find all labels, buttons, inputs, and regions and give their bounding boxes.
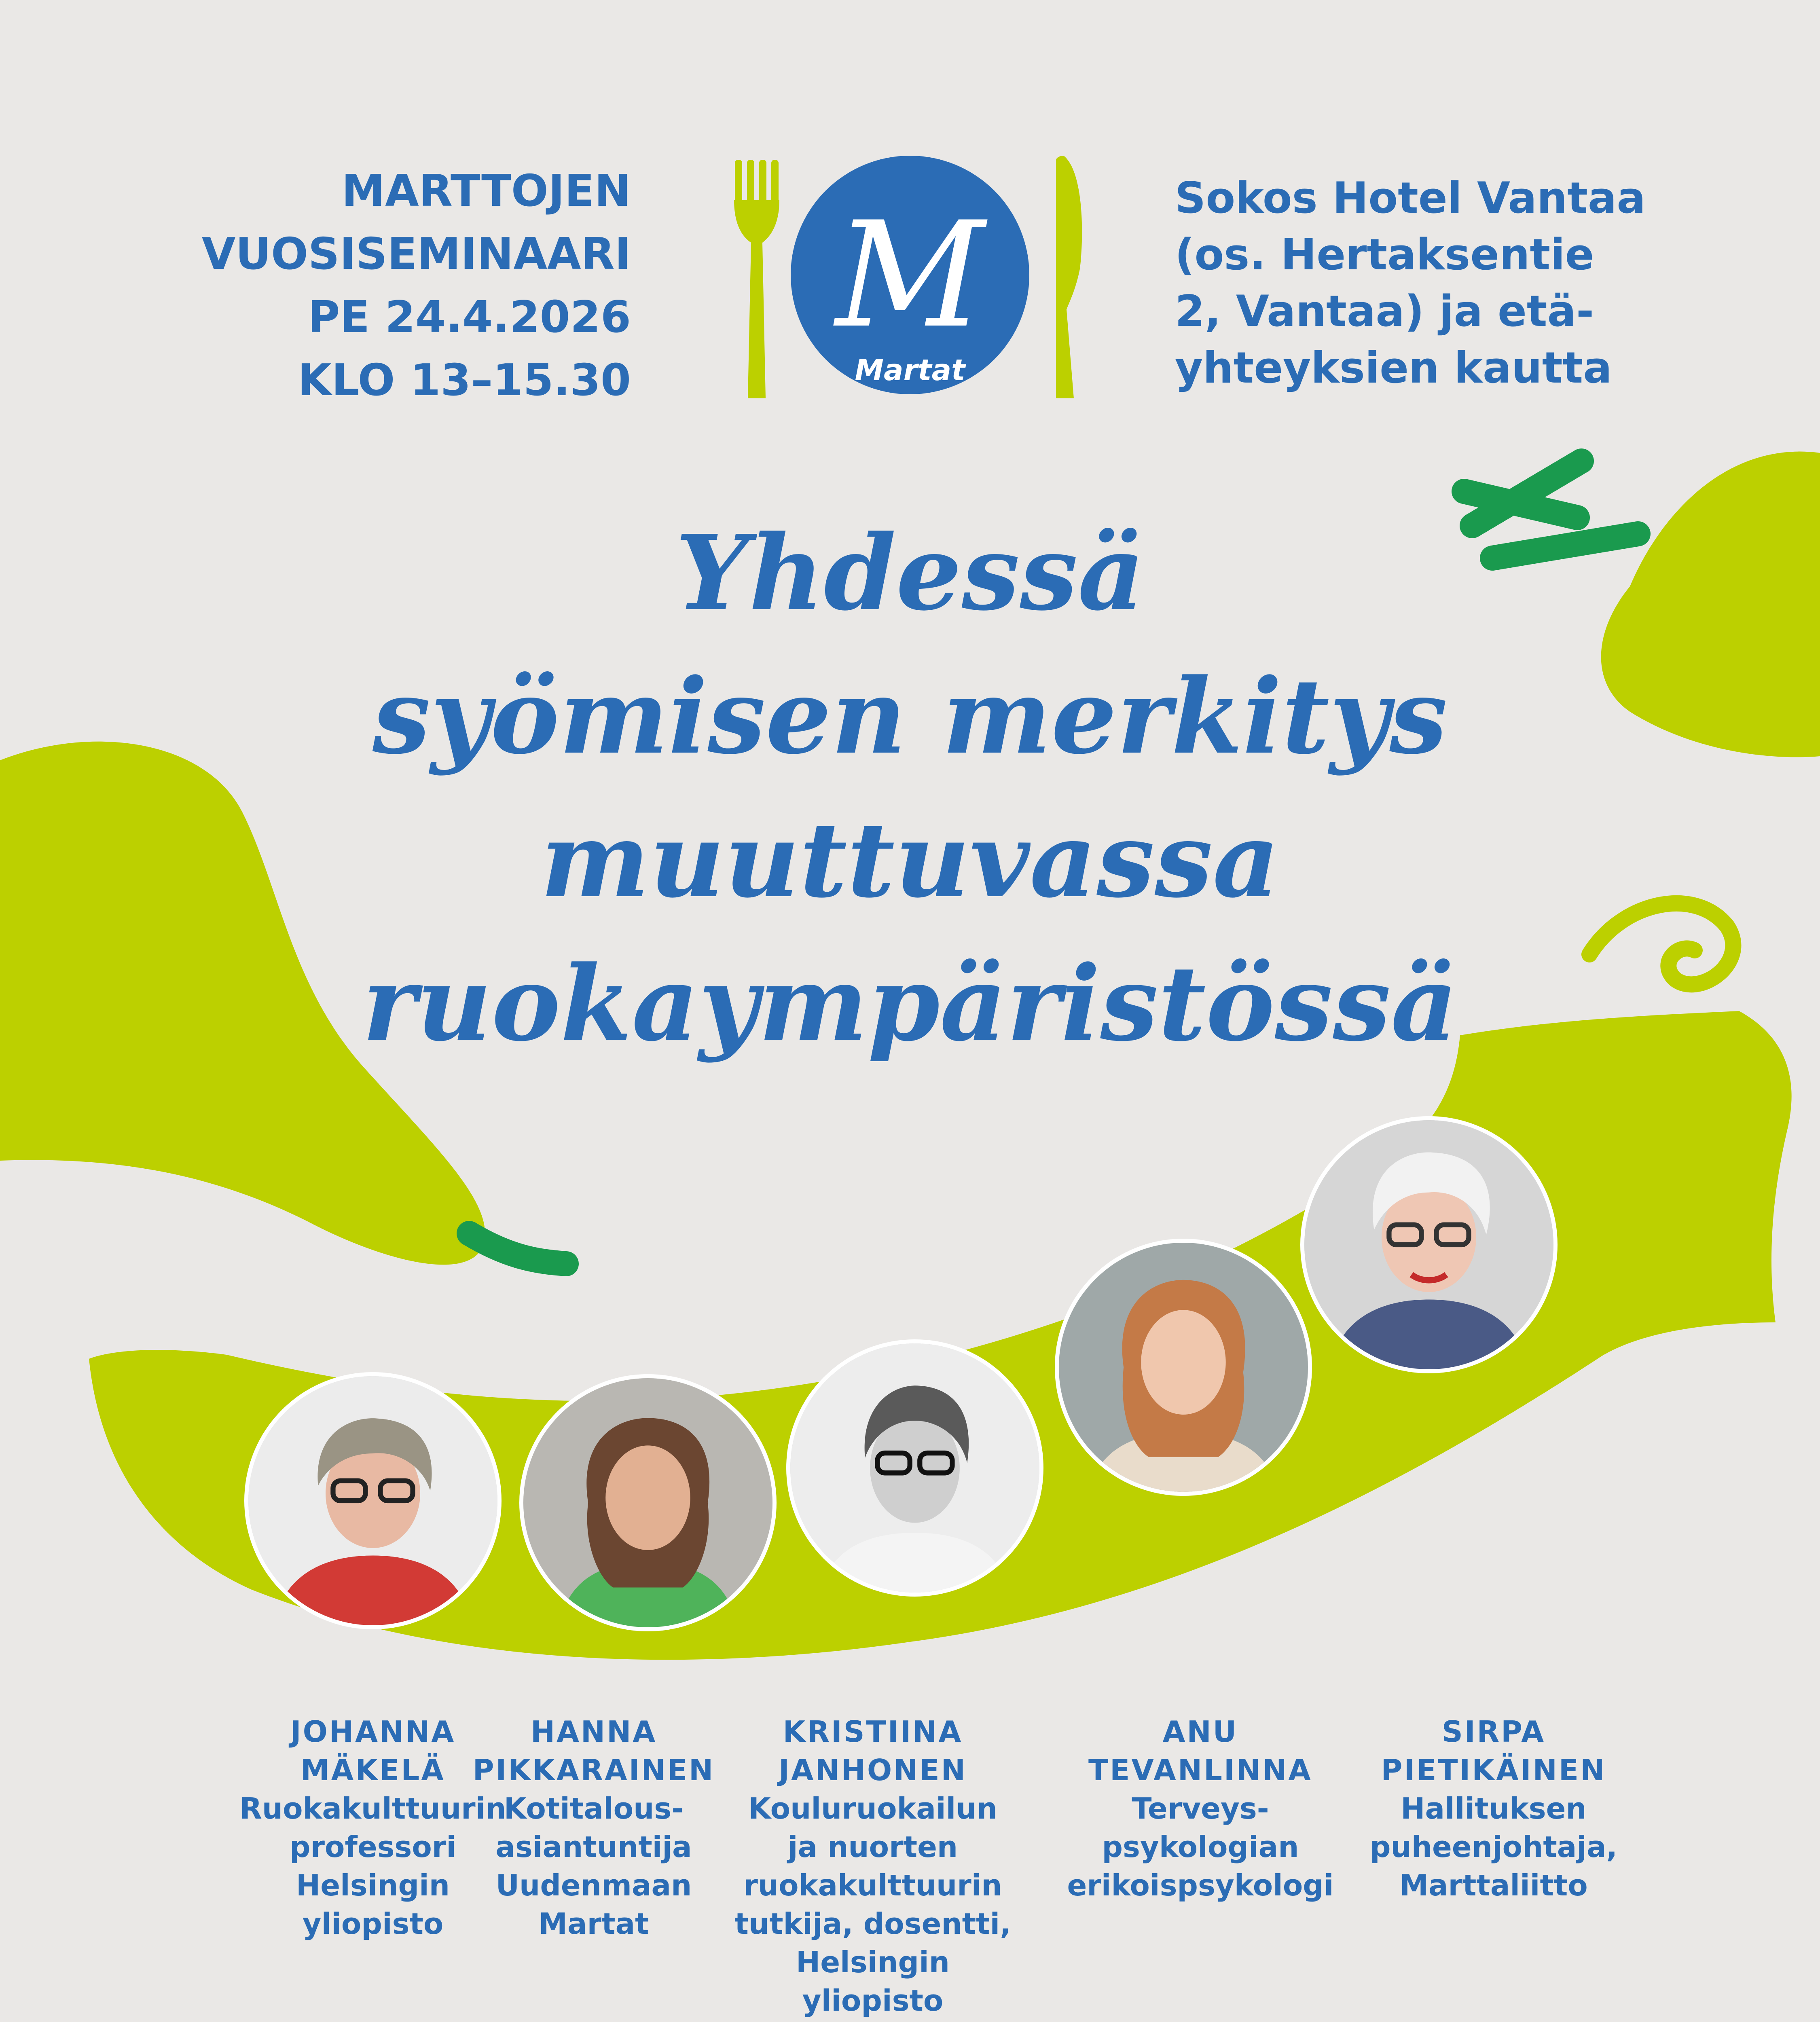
speaker-title-line: yliopisto — [302, 1907, 444, 1941]
headline-line4: ruokaympäristössä — [362, 943, 1458, 1064]
speaker-last-name: PIETIKÄINEN — [1381, 1753, 1606, 1787]
event-info — [146, 160, 631, 412]
speaker-title-line: Terveys- — [1132, 1791, 1269, 1825]
speaker-title-line: Hallituksen — [1401, 1791, 1587, 1825]
event-time: KLO 13–15.30 — [298, 355, 631, 406]
speaker-title-line: Helsingin — [296, 1868, 450, 1902]
speaker-title-line: Ruokakulttuurin — [239, 1791, 506, 1825]
speaker-kristiina — [731, 1713, 1014, 2020]
speaker-last-name: MÄKELÄ — [301, 1753, 445, 1787]
speaker-title-line: Uudenmaan — [495, 1868, 692, 1902]
speaker-title-line: ruokakulttuurin — [743, 1868, 1002, 1902]
event-date: PE 24.4.2026 — [308, 292, 631, 343]
speaker-title-line: Helsingin — [796, 1945, 950, 1979]
event-name-line1: MARTTOJEN — [341, 166, 631, 216]
event-location — [1175, 170, 1741, 396]
location-line3: 2, Vantaa) ja etä- — [1175, 286, 1594, 336]
speaker-photo-hanna — [519, 1374, 777, 1631]
speaker-last-name: PIKKARAINEN — [472, 1753, 715, 1787]
speaker-title-line: professori — [289, 1830, 457, 1864]
speaker-photo-anu — [1055, 1239, 1312, 1496]
speaker-title-line: erikoispsykologi — [1067, 1868, 1334, 1902]
speaker-title-line: asiantuntija — [495, 1830, 692, 1864]
martat-logo — [718, 156, 1102, 402]
headline-line3: muuttuvassa — [540, 800, 1280, 921]
logo-monogram: M — [835, 190, 985, 360]
location-line4: yhteyksien kautta — [1175, 343, 1612, 393]
speaker-first-name: JOHANNA — [290, 1715, 456, 1749]
headline — [101, 501, 1719, 1076]
speaker-hanna — [452, 1713, 735, 1943]
speaker-last-name: JANHONEN — [779, 1753, 967, 1787]
speaker-first-name: HANNA — [530, 1715, 657, 1749]
location-line1: Sokos Hotel Vantaa — [1175, 173, 1646, 223]
speaker-photo-johanna — [244, 1372, 502, 1629]
speaker-title-line: ja nuorten — [787, 1830, 958, 1864]
speaker-title-line: tutkija, dosentti, — [734, 1907, 1011, 1941]
fork-icon — [734, 160, 779, 398]
speaker-sirpa — [1352, 1713, 1635, 1905]
headline-line2: syömisen merkitys — [372, 656, 1448, 777]
speaker-title-line: Martat — [538, 1907, 649, 1941]
speaker-last-name: TEVANLINNA — [1088, 1753, 1313, 1787]
speaker-anu — [1059, 1713, 1342, 1905]
location-line2: (os. Hertaksentie — [1175, 230, 1594, 279]
speaker-title-line: Kotitalous- — [504, 1791, 684, 1825]
speaker-title-line: puheenjohtaja, — [1370, 1830, 1617, 1864]
speaker-first-name: KRISTIINA — [783, 1715, 963, 1749]
logo-text: Martat — [855, 353, 965, 387]
speaker-first-name: ANU — [1162, 1715, 1238, 1749]
speaker-title-line: Marttaliitto — [1399, 1868, 1588, 1902]
speaker-title-line: Kouluruokailun — [748, 1791, 997, 1825]
speaker-title-line: psykologian — [1102, 1830, 1299, 1864]
knife-icon — [1056, 156, 1082, 398]
speaker-title-line: yliopisto — [802, 1984, 944, 2018]
speaker-first-name: SIRPA — [1442, 1715, 1545, 1749]
speaker-photo-sirpa — [1300, 1116, 1558, 1373]
speaker-photo-kristiina — [786, 1339, 1043, 1597]
headline-line1: Yhdessä — [675, 513, 1145, 634]
event-name-line2: VUOSISEMINAARI — [201, 229, 631, 279]
